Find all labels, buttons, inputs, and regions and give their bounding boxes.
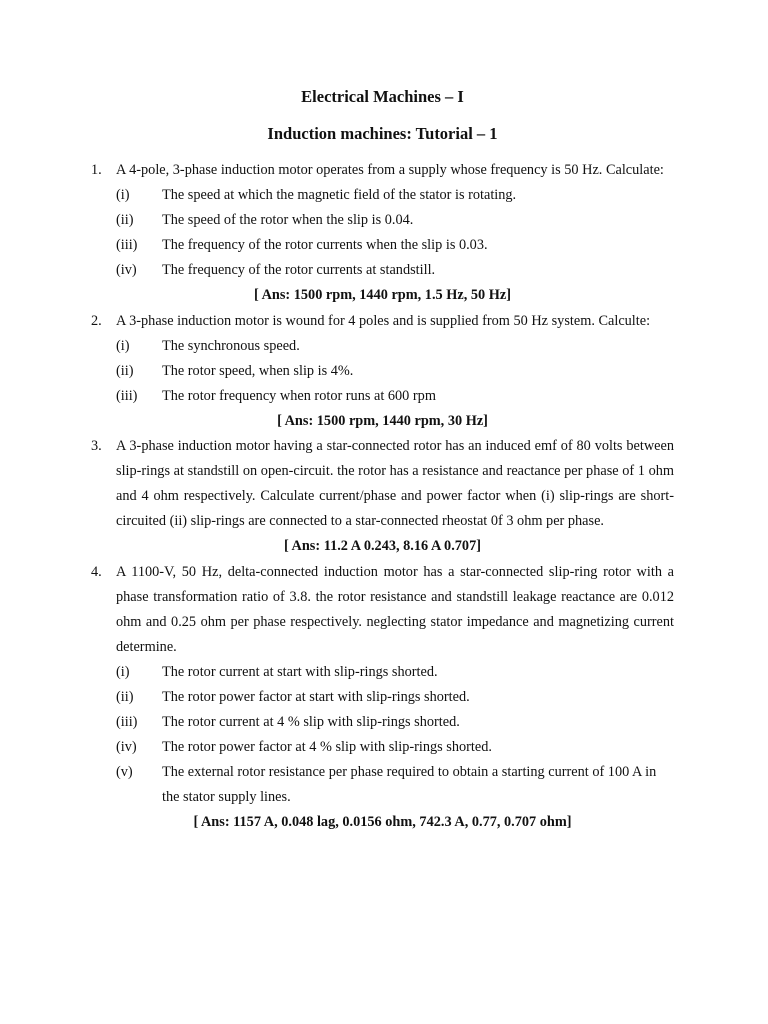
sub-question — [116, 660, 674, 685]
sub-question — [116, 384, 674, 409]
sub-question-text: The external rotor resistance per phase required to obtain a starting current of 100 A in the stator supply lines. — [162, 764, 657, 806]
sub-question — [116, 359, 674, 384]
sub-question-text: The rotor power factor at 4 % slip with slip-rings shorted. — [162, 739, 492, 756]
problem-list — [91, 158, 674, 836]
sub-question — [116, 710, 674, 735]
problem-text: A 3-phase induction motor is wound for 4 poles and is supplied from 50 Hz system. Calculte: — [116, 312, 651, 329]
problem-number: 2. — [91, 312, 102, 329]
problem-item — [91, 560, 674, 836]
sub-question — [116, 258, 674, 283]
sub-question — [116, 233, 674, 258]
sub-question-text: The frequency of the rotor currents at standstill. — [162, 262, 436, 279]
sub-question-text: The speed at which the magnetic field of the stator is rotating. — [162, 187, 517, 204]
problem-text: A 3-phase induction motor having a star-connected rotor has an induced emf of 80 volts between slip-rings at standstill on open-circuit. the rotor has a resistance and reactance per phase of 1 ohm and 4 ohm respectively. Calculate current/phase and power factor when (i) slip-rings are short-circuited (ii) slip-rings are connected to a star-connected rheostat 0f 3 ohm per phase. — [116, 438, 674, 530]
problem-item — [91, 434, 674, 559]
sub-question-text: The synchronous speed. — [162, 337, 300, 354]
sub-question-text: The rotor current at 4 % slip with slip-rings shorted. — [162, 714, 460, 731]
sub-question-list — [116, 334, 674, 409]
sub-question-label: (iii) — [116, 714, 138, 731]
sub-question-list — [116, 183, 674, 283]
sub-question-label: (ii) — [116, 362, 134, 379]
problem-number: 3. — [91, 438, 102, 455]
sub-question-label: (i) — [116, 337, 130, 354]
answer-line: [ Ans: 1500 rpm, 1440 rpm, 1.5 Hz, 50 Hz] — [254, 287, 511, 304]
problem-number: 4. — [91, 563, 102, 580]
problem-item — [91, 158, 674, 309]
sub-question-label: (v) — [116, 764, 133, 781]
document-title: Electrical Machines – I — [301, 87, 464, 106]
sub-question-label: (i) — [116, 187, 130, 204]
document-subtitle: Induction machines: Tutorial – 1 — [267, 124, 498, 143]
answer-line: [ Ans: 1500 rpm, 1440 rpm, 30 Hz] — [277, 412, 488, 429]
sub-question-text: The rotor power factor at start with slip-rings shorted. — [162, 688, 470, 705]
sub-question-label: (iii) — [116, 237, 138, 254]
sub-question — [116, 334, 674, 359]
sub-question-list — [116, 660, 674, 811]
sub-question — [116, 208, 674, 233]
problem-number: 1. — [91, 162, 102, 178]
answer-line: [ Ans: 1157 A, 0.048 lag, 0.0156 ohm, 742.3 A, 0.77, 0.707 ohm] — [193, 814, 572, 831]
sub-question-text: The rotor current at start with slip-rings shorted. — [162, 663, 438, 680]
sub-question-label: (iii) — [116, 387, 138, 404]
sub-question-label: (iv) — [116, 739, 137, 756]
answer-line: [ Ans: 11.2 A 0.243, 8.16 A 0.707] — [283, 538, 481, 555]
problem-item — [91, 309, 674, 434]
sub-question — [116, 685, 674, 710]
sub-question-label: (ii) — [116, 688, 134, 705]
sub-question-text: The speed of the rotor when the slip is 0.04. — [162, 212, 414, 229]
sub-question-label: (iv) — [116, 262, 137, 279]
sub-question-label: (i) — [116, 663, 130, 680]
sub-question-text: The rotor speed, when slip is 4%. — [162, 362, 354, 379]
sub-question — [116, 735, 674, 760]
sub-question — [116, 760, 674, 810]
problem-text: A 4-pole, 3-phase induction motor operates from a supply whose frequency is 50 Hz. Calculate: — [116, 162, 664, 178]
sub-question — [116, 183, 674, 208]
problem-text: A 1100-V, 50 Hz, delta-connected induction motor has a star-connected slip-ring rotor with a phase transformation ratio of 3.8. the rotor resistance and standstill leakage reactance are 0.012 ohm and 0.25 ohm per phase respectively. neglecting stator impedance and magnetizing current determine. — [116, 563, 674, 655]
sub-question-label: (ii) — [116, 212, 134, 229]
sub-question-text: The frequency of the rotor currents when the slip is 0.03. — [162, 237, 488, 254]
sub-question-text: The rotor frequency when rotor runs at 600 rpm — [162, 387, 436, 404]
